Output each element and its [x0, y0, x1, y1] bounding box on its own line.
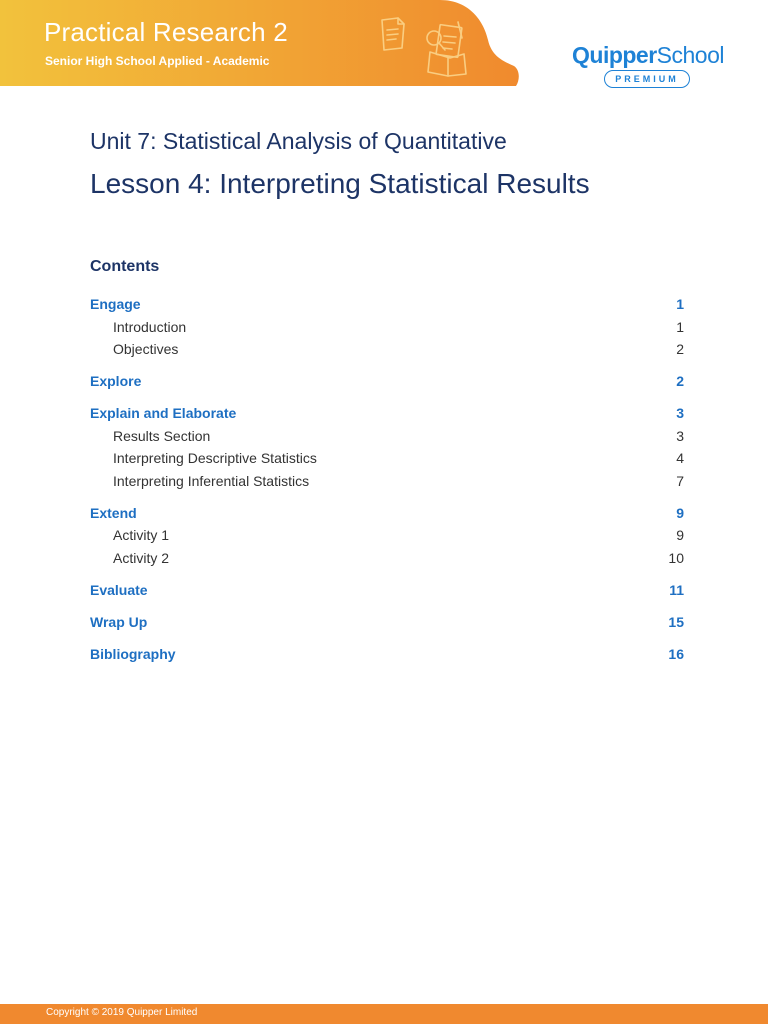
toc-entry-label: Bibliography — [90, 645, 176, 662]
toc-page-number: 7 — [676, 472, 684, 489]
toc-section-entry[interactable] — [90, 644, 684, 664]
toc-page-number: 1 — [676, 296, 684, 312]
toc-subsection-entry[interactable] — [90, 426, 684, 446]
toc-entry-label: Evaluate — [90, 581, 148, 598]
table-of-contents — [90, 0, 684, 1024]
toc-entry-label: Introduction — [113, 318, 187, 335]
logo-wordmark-quipper: Quipper — [572, 42, 657, 68]
toc-page-number: 4 — [676, 450, 684, 466]
toc-page-number: 9 — [676, 527, 684, 543]
toc-entry-label: Engage — [90, 296, 141, 312]
toc-page-number: 3 — [676, 405, 684, 421]
toc-subsection-entry[interactable] — [90, 525, 684, 545]
toc-section-entry[interactable] — [90, 503, 684, 523]
course-title: Practical Research 2 — [44, 17, 288, 47]
toc-entry-label: Interpreting Descriptive Statistics — [113, 450, 317, 466]
footer-bar — [0, 1004, 768, 1024]
toc-page-number: 10 — [668, 549, 684, 566]
toc-entry-label: Interpreting Inferential Statistics — [113, 472, 310, 489]
toc-page-number: 9 — [676, 504, 684, 521]
toc-page-number: 11 — [669, 581, 684, 598]
toc-entry-label: Objectives — [113, 341, 179, 357]
toc-page-number: 1 — [676, 318, 684, 335]
toc-subsection-entry[interactable] — [90, 471, 684, 491]
toc-section-entry[interactable] — [90, 294, 684, 314]
toc-subsection-entry[interactable] — [90, 548, 684, 568]
unit-title: Unit 7: Statistical Analysis of Quantitative — [90, 128, 507, 154]
contents-heading: Contents — [90, 258, 160, 275]
toc-page-number: 15 — [668, 613, 684, 630]
toc-section-entry[interactable] — [90, 612, 684, 632]
toc-entry-label: Wrap Up — [90, 613, 148, 630]
toc-entry-label: Results Section — [113, 427, 211, 444]
toc-page-number: 2 — [676, 373, 684, 389]
toc-page-number: 2 — [676, 341, 684, 357]
toc-entry-label: Activity 2 — [113, 549, 170, 566]
toc-subsection-entry[interactable] — [90, 339, 684, 359]
toc-entry-label: Explore — [90, 373, 142, 389]
lesson-title: Lesson 4: Interpreting Statistical Results — [90, 168, 590, 199]
toc-section-entry[interactable] — [90, 371, 684, 391]
toc-entry-label: Extend — [90, 504, 137, 521]
toc-subsection-entry[interactable] — [90, 448, 684, 468]
toc-subsection-entry[interactable] — [90, 317, 684, 337]
toc-section-entry[interactable] — [90, 580, 684, 600]
toc-section-entry[interactable] — [90, 403, 684, 423]
course-subtitle: Senior High School Applied - Academic — [45, 54, 270, 68]
logo-wordmark-school: School — [656, 42, 724, 68]
toc-page-number: 16 — [668, 645, 684, 662]
toc-entry-label: Activity 1 — [113, 527, 170, 543]
toc-entry-label: Explain and Elaborate — [90, 405, 237, 421]
premium-badge: PREMIUM — [604, 70, 690, 88]
toc-page-number: 3 — [676, 427, 684, 444]
copyright-text: Copyright © 2019 Quipper Limited — [46, 1007, 198, 1018]
